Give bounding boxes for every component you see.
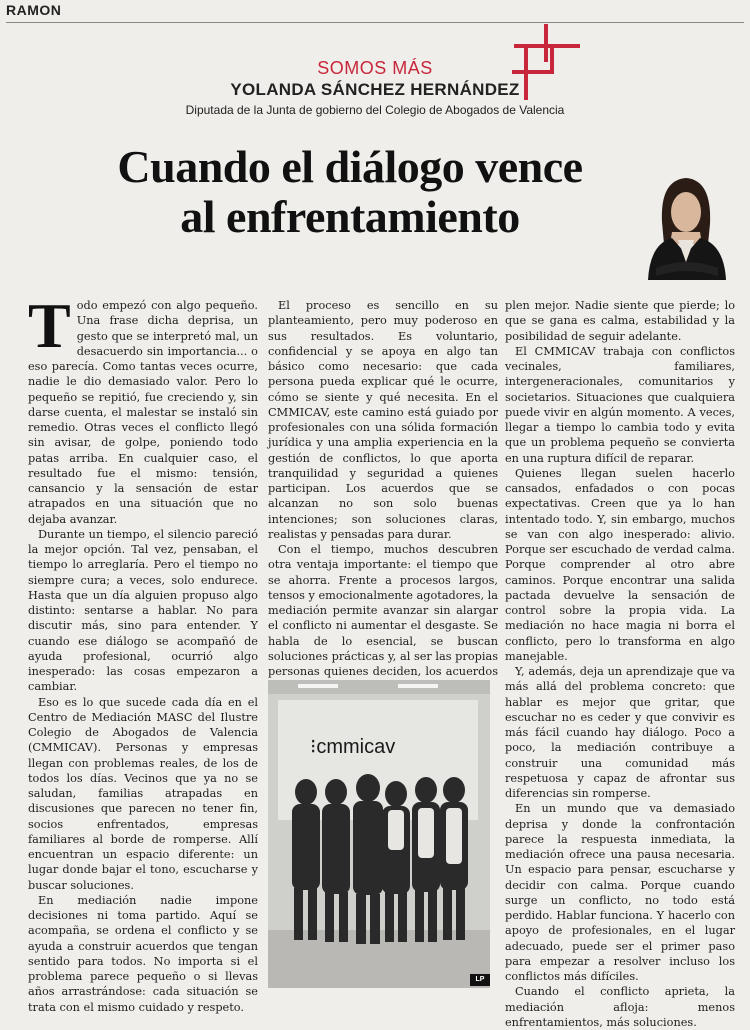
paragraph: El CMMICAV trabaja con conflictos vecinales, familiares, intergeneracionales, comunitarios y societarios. Situaciones que cualquiera puede vivir en algún momento. A veces, llegar a tiempo lo cambia todo y evita que un problema pequeño se convierta en una ruptura difícil de reparar. <box>505 344 735 465</box>
paragraph: plen mejor. Nadie siente que pierde; lo que se gana es calma, estabilidad y la posibilidad de seguir adelante. <box>505 299 735 343</box>
column-kicker: SOMOS MÁS <box>317 58 433 78</box>
photo-credit: LP <box>470 974 490 986</box>
group-photo <box>268 680 490 988</box>
paragraph: odo empezó con algo pequeño. Una frase dicha deprisa, un gesto que se interpretó mal, un desacuerdo sin importancia... o eso parecía. Como tantas veces ocurre, nadie le dio demasiado valor. Pero lo pequeño se repitió, fue creciendo y, sin darse cuenta, el malestar se instaló sin remedio. Otras veces el conflicto llegó sin avisar, de golpe, poniendo todo patas arriba. En cualquier caso, el resultado fue el mismo: tensión, cansancio y la sensación de estar atrapados en una situación que no dejaba avanzar. <box>28 299 258 526</box>
article-column-3 <box>505 298 735 1030</box>
article-column-2 <box>268 298 498 695</box>
headline <box>60 142 640 242</box>
author-name: YOLANDA SÁNCHEZ HERNÁNDEZ <box>230 80 520 99</box>
sign-text: cmmicav <box>316 736 396 758</box>
paragraph: Quienes llegan suelen hacerlo cansados, enfadados o con pocas expectativas. Creen que ya lo han intentado todo. Y, sin embargo, muchos se van con algo inesperado: alivio. Porque ser escuchado de verdad calma. Porque comprender al otro abre caminos. Porque encontrar una salida pactada devuelve la sensación de control sobre la propia vida. La mediación no hace magia ni borra el conflicto, pero lo transforma en algo manejable. <box>505 466 735 663</box>
cmmicav-sign <box>310 734 395 759</box>
paragraph: Durante un tiempo, el silencio pareció la mejor opción. Tal vez, pensaban, el tiempo lo arreglaría. Pero el tiempo no siempre cura; a veces, solo endurece. Hasta que un día alguien propuso algo distinto: sentarse a hablar. No para discutir más, sino para entender. Y cuando ese diálogo se acompañó de ayuda profesional, ocurrió algo inesperado: las cosas empezaron a cambiar. <box>28 527 258 694</box>
author-role: Diputada de la Junta de gobierno del Colegio de Abogados de Valencia <box>185 103 565 117</box>
paragraph: En un mundo que va demasiado deprisa y donde la confrontación parece la respuesta inmediata, la mediación ofrece una pausa necesaria. Un espacio para pensar, escucharse y decidir con calma. Porque cuando surge un conflicto, no todo está perdido. Hablar funciona. Y hacerlo con apoyo de profesionales, en el lugar adecuado, puede ser el primer paso para empezar a resolver incluso los conflictos más difíciles. <box>505 802 735 983</box>
people-group-photo-icon <box>268 680 490 988</box>
headline-line-2: al enfrentamiento <box>180 191 520 242</box>
article-column-1 <box>28 290 258 1015</box>
author-portrait-icon <box>642 172 732 280</box>
paragraph: Y, además, deja un aprendizaje que va más allá del problema concreto: que hablar es mejor que gritar, que escuchar no es ceder y que convivir es más fácil cuando hay diálogo. Poco a poco, la mediación contribuye a construir una comunidad más respetuosa y capaz de afrontar sus diferencias sin romperse. <box>505 665 735 800</box>
drop-cap: T <box>28 290 71 361</box>
sign-dots-icon: ⁝ <box>310 736 317 758</box>
section-label: RAMON <box>6 2 62 18</box>
headline-line-1: Cuando el diálogo vence <box>117 141 583 192</box>
paragraph: Con el tiempo, muchos descubren otra ventaja importante: el tiempo que se ahorra. Frente a procesos largos, tensos y emocionalmente agotadores, la mediación permite avanzar sin alargar el conflicto ni aumentar el desgaste. Se habla de lo esencial, se buscan soluciones prácticas y, al ser las propias personas quienes deciden, los acuerdos <box>268 543 499 678</box>
paragraph: En mediación nadie impone decisiones ni toma partido. Aquí se acompaña, se ordena el conflicto y se ayuda a construir acuerdos que tengan sentido para todos. No importa si el problema parece pequeño o si llevas años arrastrándose: cada situación se trata con el mismo cuidado y respeto. <box>28 893 258 1014</box>
paragraph: Eso es lo que sucede cada día en el Centro de Mediación MASC del Ilustre Colegio de Abogados de Valencia (CMMICAV). Personas y empresas llegan con problemas reales, de los de todos los días. Vecinos que ya no se saludan, familias atrapadas en discusiones que parecen no tener fin, socios enfrentados, empresas familiares al borde de romperse. Allí encuentran un espacio diferente: un lugar donde bajar el tono, escucharse y buscar soluciones. <box>28 695 258 892</box>
header-rule <box>6 22 744 23</box>
paragraph: El proceso es sencillo en su planteamiento, pero muy poderoso en sus resultados. Es voluntario, confidencial y se apoya en algo tan básico como necesario: que cada persona pueda explicar qué le ocurre, cómo se siente y qué necesita. En el CMMICAV, este camino está guiado por profesionales con una sólida formación jurídica y una amplia experiencia en la gestión de conflictos, lo que aporta tranquilidad y seguridad a quienes participan. Los acuerdos que se alcanzan no son solo buenas intenciones; son soluciones claras, realistas y pensadas para durar. <box>268 299 498 541</box>
paragraph: Cuando el conflicto aprieta, la mediación afloja: menos enfrentamientos, más soluciones. <box>505 985 735 1029</box>
